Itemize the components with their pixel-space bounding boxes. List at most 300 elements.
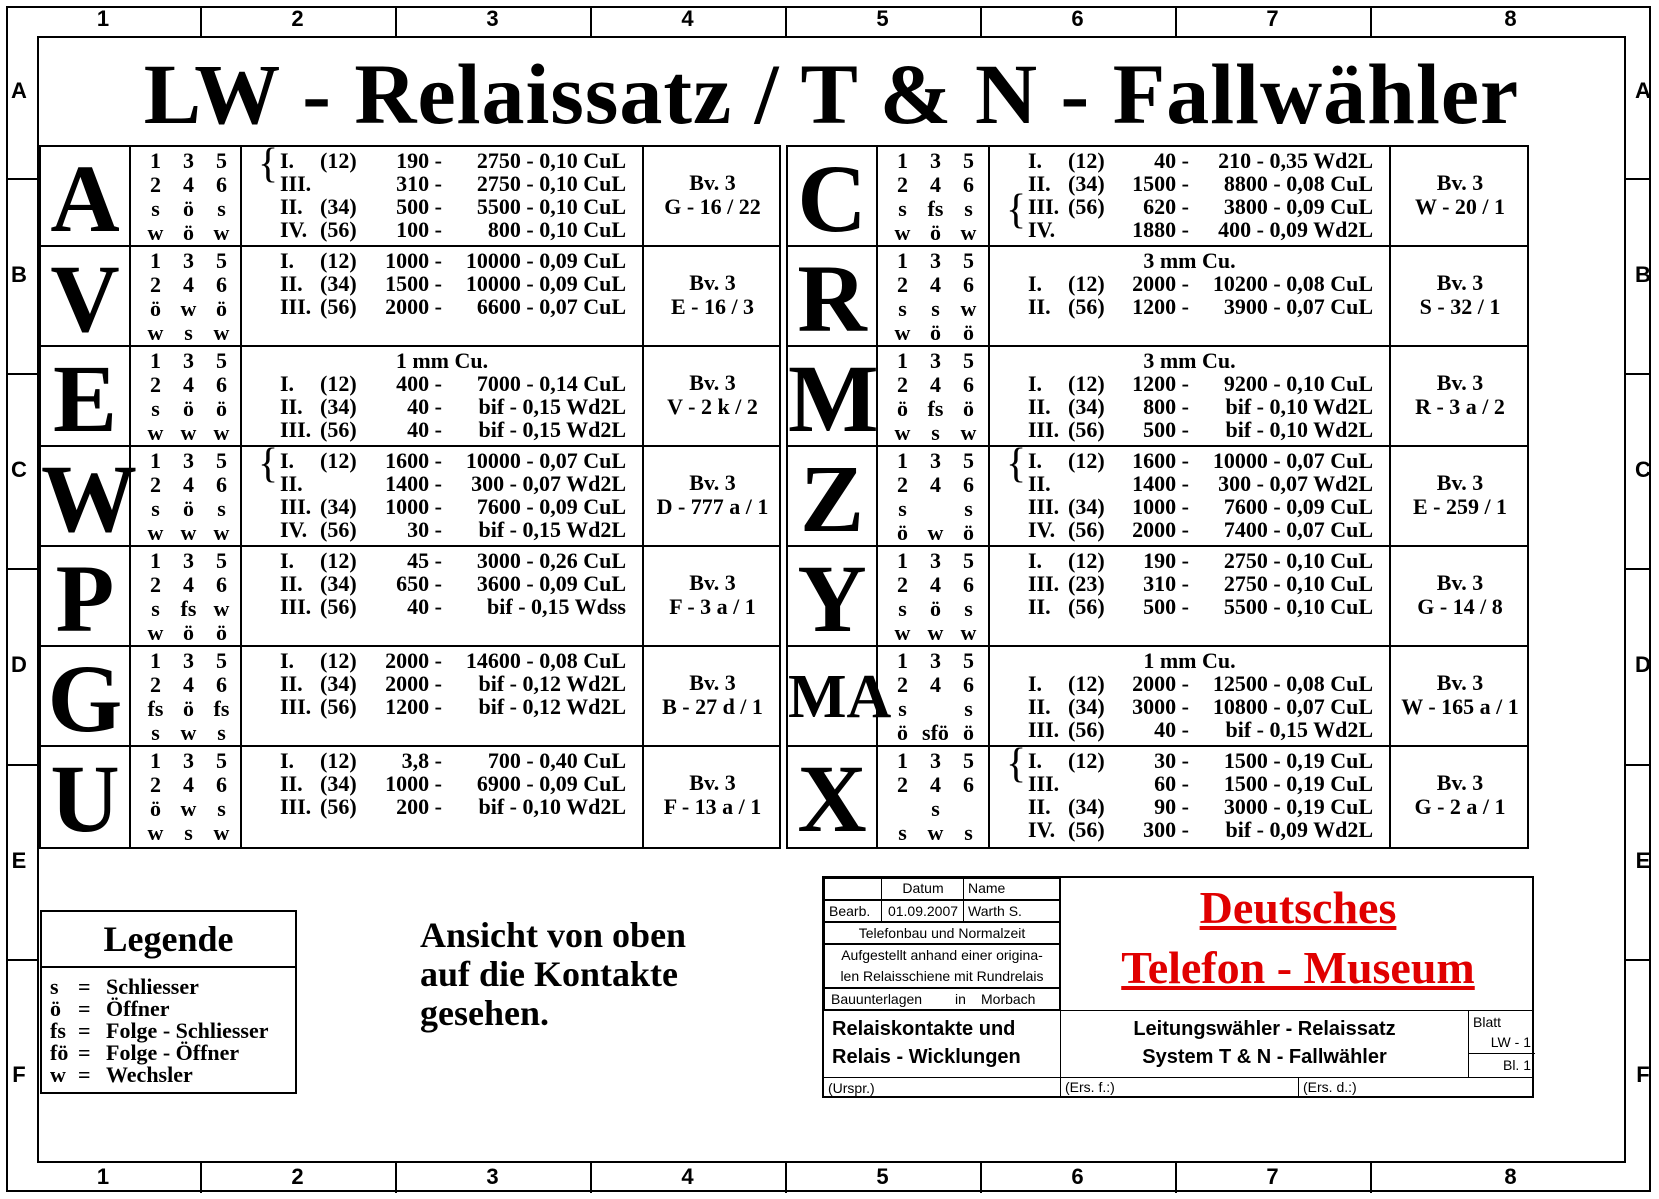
contact-symbol: 2 — [150, 372, 161, 397]
contact-symbol: w — [213, 220, 230, 245]
grid-row-label: F — [1636, 1061, 1650, 1087]
winding-number: II. — [1028, 294, 1051, 319]
contact-grid — [876, 347, 988, 445]
winding-spec: bif - 0,10 Wd2L — [1225, 417, 1373, 442]
winding-spec: 6600 - 0,07 CuL — [476, 294, 626, 319]
contact-symbol: ö — [930, 596, 941, 621]
winding-line — [242, 449, 642, 472]
winding-terminals: (34) — [1068, 171, 1105, 196]
brace-symbol: { — [1006, 741, 1027, 787]
winding-resistance: 1200 - — [1132, 294, 1189, 319]
reference-line: Bv. 3 — [1436, 670, 1484, 695]
winding-terminals: (56) — [320, 417, 357, 442]
winding-resistance: 1000 - — [1132, 494, 1189, 519]
winding-data — [240, 141, 642, 245]
winding-number: II. — [1028, 171, 1051, 196]
winding-number: III. — [280, 694, 312, 719]
winding-number: III. — [280, 417, 312, 442]
contact-grid — [876, 747, 988, 847]
relay-letter: R — [797, 245, 867, 352]
winding-terminals: (34) — [320, 494, 357, 519]
reference-line: Bv. 3 — [689, 570, 736, 595]
winding-line — [242, 749, 642, 772]
contact-symbol: 5 — [963, 348, 974, 373]
contact-symbol: 6 — [216, 572, 227, 597]
drawing-reference — [1389, 147, 1529, 245]
title-block — [822, 876, 1534, 1098]
legend-sym: fö — [50, 1040, 69, 1065]
reference-line: F - 3 a / 1 — [669, 594, 756, 619]
winding-spec: 7600 - 0,09 CuL — [1223, 494, 1373, 519]
contact-symbol: w — [147, 320, 164, 345]
winding-line — [990, 472, 1389, 495]
winding-spec: 14600 - 0,08 CuL — [465, 648, 626, 673]
grid-row-tick — [6, 959, 37, 961]
winding-line — [242, 695, 642, 718]
reference-line: Bv. 3 — [689, 270, 736, 295]
winding-data — [240, 441, 642, 545]
contact-symbol: 4 — [183, 672, 194, 697]
grid-column-label: 7 — [1266, 1164, 1279, 1189]
winding-spec: 3800 - 0,09 CuL — [1223, 194, 1373, 219]
contact-symbol: w — [180, 720, 197, 745]
winding-terminals: (56) — [1068, 594, 1105, 619]
contact-grid — [129, 247, 240, 345]
winding-spec: 800 - 0,10 CuL — [487, 217, 626, 242]
contact-symbol: 4 — [930, 172, 941, 197]
contact-symbol: 3 — [930, 148, 941, 173]
contact-symbol: s — [964, 696, 973, 721]
contact-grid — [876, 547, 988, 645]
winding-spec: 9200 - 0,10 CuL — [1223, 371, 1373, 396]
contact-symbol: 4 — [930, 772, 941, 797]
winding-terminals: (12) — [1068, 148, 1105, 173]
legend-sym: ö — [50, 996, 61, 1021]
relay-row — [41, 141, 779, 252]
grid-column-label: 5 — [876, 1164, 889, 1189]
legend-eq: = — [78, 1062, 91, 1087]
contact-symbol: 4 — [183, 472, 194, 497]
tb-main-line: System T & N - Fallwähler — [1142, 1046, 1387, 1068]
contact-symbol: w — [927, 820, 944, 845]
winding-spec: 3900 - 0,07 CuL — [1223, 294, 1373, 319]
winding-spec: 300 - 0,07 Wd2L — [471, 471, 626, 496]
winding-resistance: 500 - — [396, 194, 442, 219]
tb-source-note — [824, 944, 1060, 988]
winding-terminals: (12) — [1068, 448, 1105, 473]
winding-terminals: (34) — [320, 394, 357, 419]
contact-symbol: 2 — [897, 472, 908, 497]
winding-number: III. — [1028, 494, 1060, 519]
winding-number: II. — [280, 194, 303, 219]
contact-symbol: 1 — [897, 248, 908, 273]
winding-terminals: (56) — [320, 294, 357, 319]
contact-symbol: 1 — [150, 448, 161, 473]
contact-symbol: 1 — [150, 148, 161, 173]
grid-row-label: A — [1635, 78, 1651, 103]
grid-column-tick — [980, 6, 982, 36]
grid-column-tick — [200, 1163, 202, 1193]
winding-terminals: (12) — [320, 648, 357, 673]
museum-name-1: Deutsches — [1199, 882, 1397, 933]
winding-line — [990, 749, 1389, 772]
contact-symbol: 5 — [216, 748, 227, 773]
contact-symbol: 6 — [216, 472, 227, 497]
winding-spec: 10000 - 0,09 CuL — [465, 271, 626, 296]
contact-symbol: 1 — [897, 548, 908, 573]
winding-spec: 10200 - 0,08 CuL — [1212, 271, 1373, 296]
winding-terminals: (34) — [320, 271, 357, 296]
winding-spec: 3000 - 0,26 CuL — [476, 548, 626, 573]
contact-symbol: 4 — [183, 772, 194, 797]
contact-symbol: w — [213, 820, 230, 845]
contact-symbol: 5 — [963, 648, 974, 673]
winding-terminals: (56) — [320, 517, 357, 542]
contact-symbol: w — [147, 420, 164, 445]
contact-symbol: s — [151, 196, 160, 221]
contact-symbol: 2 — [897, 372, 908, 397]
winding-number: I. — [280, 648, 295, 673]
winding-terminals: (12) — [1068, 548, 1105, 573]
winding-line — [242, 595, 642, 618]
winding-line — [242, 495, 642, 518]
winding-resistance: 1200 - — [385, 694, 442, 719]
contact-symbol: 3 — [930, 548, 941, 573]
contact-symbol: 5 — [963, 748, 974, 773]
drawing-reference — [1389, 447, 1529, 545]
contact-symbol — [919, 497, 952, 521]
winding-spec: 7600 - 0,09 CuL — [476, 494, 626, 519]
winding-resistance: 3000 - — [1132, 694, 1189, 719]
contact-symbol: 3 — [183, 148, 194, 173]
winding-data — [240, 247, 642, 345]
winding-spec: 2750 - 0,10 CuL — [476, 148, 626, 173]
winding-line — [242, 472, 642, 495]
grid-row-label: C — [1635, 456, 1651, 482]
contact-symbol: 5 — [216, 248, 227, 273]
contact-symbol: w — [147, 220, 164, 245]
relay-row — [788, 741, 1527, 852]
relay-row — [41, 441, 779, 552]
winding-number: III. — [280, 294, 312, 319]
winding-line — [242, 295, 642, 318]
contact-symbol: ö — [216, 620, 227, 645]
winding-line — [990, 672, 1389, 695]
winding-terminals: (56) — [320, 694, 357, 719]
winding-data — [988, 741, 1389, 847]
legend-sym: s — [50, 974, 59, 999]
grid-row-tick — [6, 178, 37, 180]
tb-ers-f: (Ers. f.:) — [1060, 1077, 1303, 1098]
winding-line — [990, 295, 1389, 318]
winding-resistance: 190 - — [1143, 548, 1189, 573]
tb-desc-line: Relaiskontakte und — [832, 1018, 1016, 1040]
contact-symbol: s — [964, 820, 973, 845]
relay-letter: G — [47, 645, 123, 752]
winding-line — [990, 272, 1389, 295]
reference-line: G - 14 / 8 — [1417, 594, 1503, 619]
winding-data — [988, 441, 1389, 545]
contact-symbol: 5 — [963, 548, 974, 573]
winding-terminals: (12) — [320, 371, 357, 396]
legend-item — [42, 1020, 295, 1042]
winding-number: III. — [1028, 771, 1060, 796]
winding-spec: 300 - 0,07 Wd2L — [1218, 471, 1373, 496]
tb-source-line: Aufgestellt anhand einer origina- — [841, 947, 1043, 963]
winding-terminals: (12) — [320, 548, 357, 573]
relay-letter: V — [50, 245, 120, 352]
reference-line: Bv. 3 — [1436, 470, 1484, 495]
winding-spec: bif - 0,15 Wd2L — [478, 517, 626, 542]
contact-symbol: 4 — [930, 272, 941, 297]
contact-symbol: 1 — [897, 148, 908, 173]
contact-symbol: s — [964, 496, 973, 521]
drawing-reference — [1389, 347, 1529, 445]
grid-column-label: 4 — [681, 1164, 694, 1189]
contact-symbol: ö — [897, 520, 908, 545]
brace-symbol: { — [1006, 187, 1027, 233]
contact-symbol: 2 — [150, 772, 161, 797]
relay-letter: A — [50, 145, 120, 252]
winding-resistance: 650 - — [396, 571, 442, 596]
winding-number: IV. — [1028, 517, 1056, 542]
winding-spec: 10800 - 0,07 CuL — [1212, 694, 1373, 719]
contact-symbol: 2 — [897, 572, 908, 597]
contact-symbol: s — [931, 296, 940, 321]
grid-column-label: 7 — [1266, 6, 1279, 31]
winding-terminals: (34) — [320, 671, 357, 696]
contact-symbol: 1 — [897, 748, 908, 773]
contact-symbol: 3 — [183, 748, 194, 773]
contact-symbol: 6 — [963, 772, 974, 797]
winding-number: IV. — [1028, 217, 1056, 242]
winding-line — [990, 772, 1389, 795]
winding-terminals: (56) — [1068, 417, 1105, 442]
winding-line — [242, 772, 642, 795]
tb-urspr: (Urspr.) — [828, 1080, 875, 1096]
winding-terminals: (56) — [1068, 717, 1105, 742]
tb-col-name: Name — [963, 879, 1064, 899]
winding-resistance: 3,8 - — [401, 748, 442, 773]
winding-line — [990, 195, 1389, 218]
winding-number: II. — [280, 671, 303, 696]
reference-line: F - 13 a / 1 — [663, 794, 762, 819]
winding-resistance: 310 - — [396, 171, 442, 196]
winding-data — [240, 647, 642, 745]
grid-column-label: 6 — [1071, 6, 1084, 31]
wire-spec-header: 1 mm Cu. — [1143, 648, 1236, 673]
contact-symbol: 1 — [150, 348, 161, 373]
winding-terminals: (23) — [1068, 571, 1105, 596]
contact-symbol: 2 — [150, 272, 161, 297]
winding-resistance: 400 - — [396, 371, 442, 396]
winding-number: II. — [1028, 594, 1051, 619]
contact-symbol: 3 — [930, 448, 941, 473]
winding-line — [990, 595, 1389, 618]
grid-column-label: 1 — [96, 1164, 110, 1189]
contact-grid — [129, 447, 240, 545]
grid-column-tick — [395, 6, 397, 36]
reference-line: E - 259 / 1 — [1412, 494, 1508, 519]
winding-terminals: (12) — [320, 248, 357, 273]
winding-line — [242, 672, 642, 695]
legend-eq: = — [78, 996, 91, 1021]
museum-name-2: Telefon - Museum — [1121, 942, 1475, 993]
contact-symbol: w — [960, 296, 977, 321]
reference-line: Bv. 3 — [1436, 770, 1484, 795]
winding-number: III. — [280, 494, 312, 519]
relay-letter: X — [797, 745, 867, 852]
winding-spec: 3600 - 0,09 CuL — [476, 571, 626, 596]
contact-symbol: s — [151, 596, 160, 621]
relay-letter: U — [50, 745, 120, 852]
winding-terminals: (12) — [320, 448, 357, 473]
relay-row — [41, 345, 779, 452]
contact-symbol: s — [898, 196, 907, 221]
contact-symbol: ö — [183, 696, 194, 721]
contact-symbol: 6 — [963, 472, 974, 497]
contact-symbol — [919, 697, 952, 721]
relay-row — [41, 545, 779, 652]
winding-line — [990, 549, 1389, 572]
contact-symbol: ö — [183, 220, 194, 245]
legend-eq: = — [78, 974, 91, 999]
contact-symbol: ö — [930, 320, 941, 345]
winding-resistance: 500 - — [1143, 417, 1189, 442]
winding-resistance: 620 - — [1143, 194, 1189, 219]
tb-description — [824, 1011, 1060, 1077]
contact-symbol: 6 — [216, 772, 227, 797]
contact-symbol: fs — [147, 696, 164, 721]
grid-row-label: B — [11, 261, 27, 287]
winding-number: III. — [1028, 571, 1060, 596]
relay-row — [788, 545, 1527, 652]
contact-symbol: s — [151, 496, 160, 521]
winding-terminals: (34) — [320, 771, 357, 796]
drawing-reference — [642, 447, 781, 545]
relay-row — [788, 245, 1527, 352]
contact-symbol: w — [213, 520, 230, 545]
reference-line: B - 27 d / 1 — [662, 694, 763, 719]
reference-line: Bv. 3 — [1436, 570, 1484, 595]
grid-column-label: 2 — [291, 1164, 304, 1189]
contact-symbol: s — [217, 796, 226, 821]
winding-number: IV. — [1028, 817, 1056, 842]
winding-number: I. — [280, 748, 295, 773]
legend-text: Öffner — [106, 996, 170, 1021]
winding-number: II. — [280, 771, 303, 796]
winding-number: I. — [1028, 671, 1043, 696]
contact-symbol: ö — [897, 396, 908, 421]
contact-symbol: 2 — [150, 572, 161, 597]
drawing-reference — [1389, 747, 1529, 847]
winding-resistance: 100 - — [396, 217, 442, 242]
grid-row-tick — [6, 373, 37, 375]
winding-spec: 10000 - 0,07 CuL — [465, 448, 626, 473]
winding-number: II. — [280, 571, 303, 596]
winding-line — [990, 172, 1389, 195]
winding-spec: 6900 - 0,09 CuL — [476, 771, 626, 796]
grid-column-tick — [590, 6, 592, 36]
winding-line — [242, 272, 642, 295]
grid-row-label: C — [11, 456, 27, 482]
contact-symbol: 5 — [216, 148, 227, 173]
winding-number: I. — [1028, 548, 1043, 573]
tb-location-row — [824, 988, 1060, 1010]
winding-spec: 2750 - 0,10 CuL — [476, 171, 626, 196]
winding-spec: 5500 - 0,10 CuL — [476, 194, 626, 219]
contact-symbol: w — [927, 520, 944, 545]
contact-grid — [129, 147, 240, 245]
contact-symbol: 1 — [897, 648, 908, 673]
contact-symbol: s — [898, 296, 907, 321]
winding-number: I. — [280, 548, 295, 573]
grid-column-label: 3 — [486, 6, 499, 31]
winding-spec: bif - 0,10 Wd2L — [478, 794, 626, 819]
brace-symbol: { — [258, 441, 279, 487]
contact-symbol: 4 — [183, 172, 194, 197]
relay-row — [41, 745, 779, 852]
contact-symbol: w — [147, 520, 164, 545]
winding-terminals: (56) — [1068, 194, 1105, 219]
winding-data — [240, 747, 642, 847]
contact-symbol: 1 — [897, 348, 908, 373]
contact-symbol: fs — [927, 396, 944, 421]
grid-column-tick — [1175, 1163, 1177, 1193]
winding-terminals: (34) — [1068, 494, 1105, 519]
contact-symbol: w — [927, 620, 944, 645]
contact-symbol: s — [217, 496, 226, 521]
reference-line: W - 20 / 1 — [1414, 194, 1506, 219]
contact-symbol: 2 — [897, 272, 908, 297]
grid-column-label: 6 — [1071, 1164, 1084, 1189]
relay-table-right — [786, 145, 1529, 852]
winding-data — [988, 247, 1389, 345]
contact-symbol: 5 — [216, 548, 227, 573]
winding-line — [990, 218, 1389, 241]
winding-number: III. — [280, 794, 312, 819]
contact-symbol: w — [213, 596, 230, 621]
winding-spec: bif - 0,12 Wd2L — [478, 671, 626, 696]
tb-blatt-value: LW - 1 — [1490, 1034, 1531, 1050]
winding-terminals: (34) — [320, 194, 357, 219]
contact-symbol: s — [898, 696, 907, 721]
winding-line — [242, 649, 642, 672]
winding-resistance: 45 - — [407, 548, 442, 573]
relay-table-left — [39, 141, 781, 852]
winding-spec: bif - 0,15 Wd2L — [1225, 717, 1373, 742]
winding-number: I. — [1028, 448, 1043, 473]
winding-number: I. — [280, 448, 295, 473]
winding-line — [242, 218, 642, 241]
reference-line: V - 2 k / 2 — [667, 394, 758, 419]
reference-line: Bv. 3 — [689, 670, 736, 695]
grid-row-label: D — [11, 652, 27, 677]
contact-symbol: 6 — [963, 172, 974, 197]
contact-symbol: 6 — [963, 272, 974, 297]
winding-resistance: 1500 - — [1132, 171, 1189, 196]
drawing-reference — [642, 147, 781, 245]
contact-symbol: 2 — [897, 672, 908, 697]
contact-grid — [129, 747, 240, 847]
tb-bl-value: Bl. 1 — [1502, 1057, 1531, 1073]
winding-resistance: 2000 - — [385, 671, 442, 696]
winding-spec: 7400 - 0,07 CuL — [1223, 517, 1373, 542]
winding-spec: 1500 - 0,19 CuL — [1223, 771, 1373, 796]
contact-symbol: 5 — [963, 148, 974, 173]
winding-resistance: 300 - — [1143, 817, 1189, 842]
museum-box — [1060, 878, 1535, 1010]
